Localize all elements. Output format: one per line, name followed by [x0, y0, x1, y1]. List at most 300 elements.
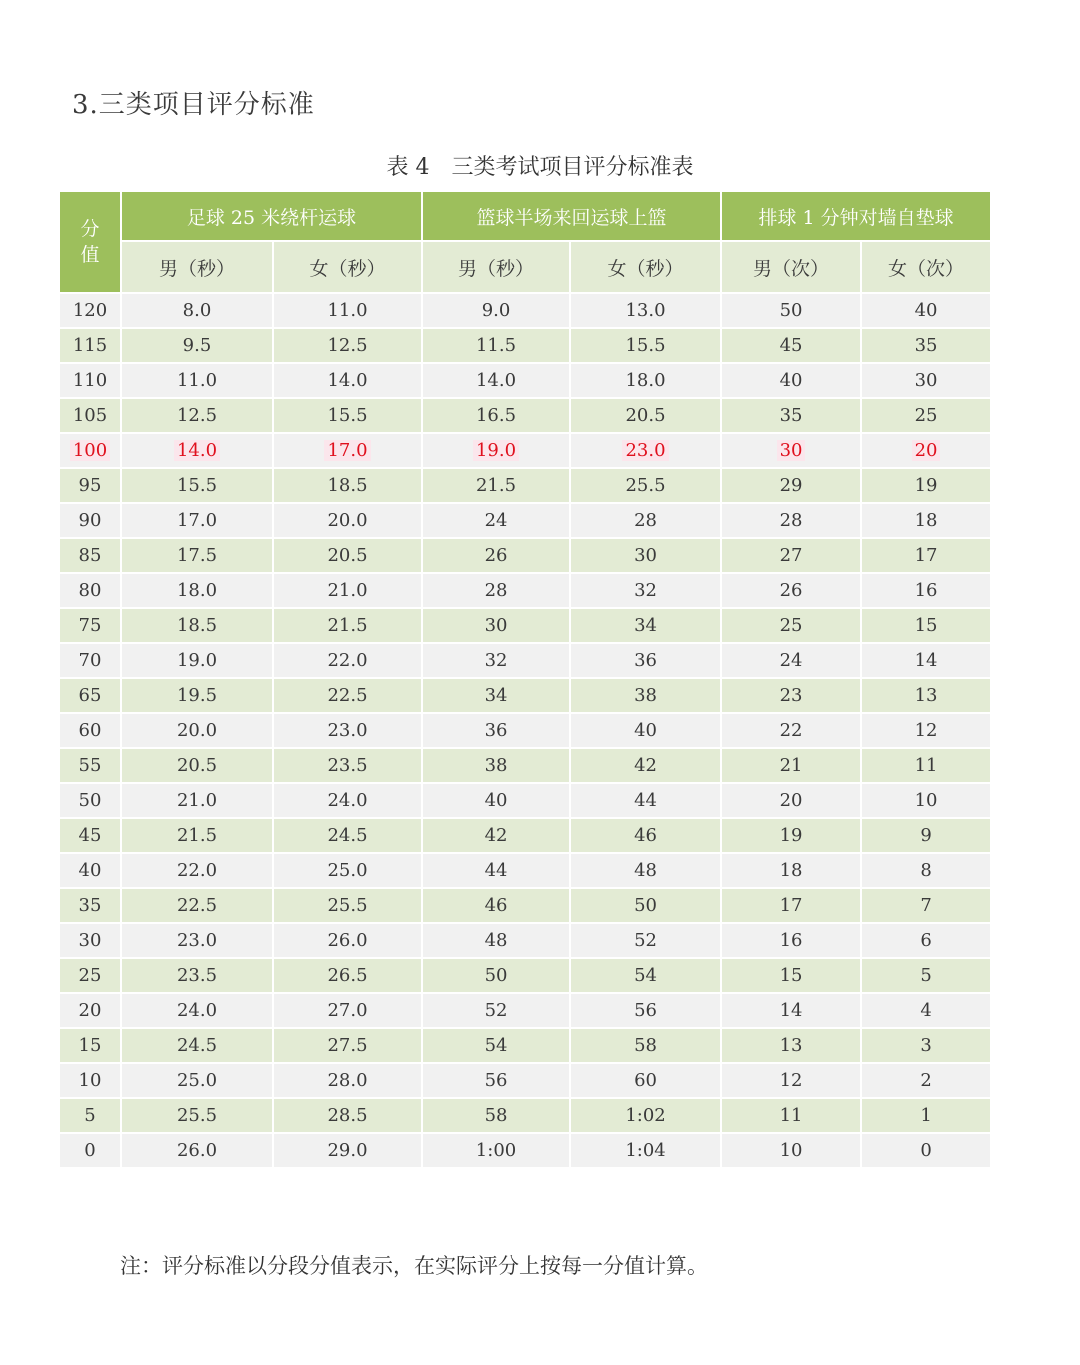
cell-volleyball-female: [861, 468, 991, 503]
cell-volleyball-male: [721, 993, 861, 1028]
cell-football-male: [121, 293, 273, 328]
cell-value: 17.0: [176, 510, 218, 531]
cell-football-female: [273, 363, 422, 398]
cell-volleyball-male: [721, 678, 861, 713]
cell-volleyball-female: [861, 1133, 991, 1168]
cell-value: 7: [920, 895, 932, 916]
cell-football-female: [273, 993, 422, 1028]
cell-basketball-female: [570, 468, 721, 503]
cell-volleyball-male: [721, 818, 861, 853]
cell-value: 18.5: [176, 615, 218, 636]
cell-basketball-female: [570, 328, 721, 363]
cell-value: 30: [484, 615, 508, 636]
table-row: [59, 818, 991, 853]
cell-value: 25.0: [327, 860, 368, 881]
cell-score: [59, 713, 121, 748]
cell-value: 23: [779, 685, 803, 706]
cell-score: [59, 468, 121, 503]
cell-football-male: [121, 538, 273, 573]
cell-volleyball-female: [861, 678, 991, 713]
cell-score: [59, 398, 121, 433]
cell-basketball-male: [422, 538, 570, 573]
cell-basketball-male: [422, 1028, 570, 1063]
cell-football-female: [273, 503, 422, 538]
cell-volleyball-female: [861, 363, 991, 398]
cell-value: 9.5: [182, 335, 212, 356]
cell-value: 0: [84, 1140, 96, 1161]
cell-basketball-male: [422, 713, 570, 748]
cell-value: 15.5: [625, 335, 666, 356]
subheader-basketball-female: 女（秒）: [570, 241, 721, 293]
cell-value: 24.0: [327, 790, 368, 811]
cell-score: [59, 293, 121, 328]
cell-basketball-female: [570, 293, 721, 328]
cell-volleyball-male: [721, 958, 861, 993]
cell-value: 17.5: [176, 545, 218, 566]
cell-value: 11: [779, 1105, 803, 1126]
table-row: [59, 1028, 991, 1063]
cell-value: 56: [634, 1000, 657, 1021]
score-header-label: 分 值: [80, 218, 100, 266]
cell-football-female: [273, 1063, 422, 1098]
cell-football-female: [273, 923, 422, 958]
cell-football-female: [273, 398, 422, 433]
cell-value: 14: [914, 650, 938, 671]
cell-value: 25: [78, 965, 102, 986]
cell-basketball-female: [570, 503, 721, 538]
table-caption: 表 4 三类考试项目评分标准表: [386, 155, 694, 180]
table-row: [59, 503, 991, 538]
cell-volleyball-male: [721, 783, 861, 818]
cell-value: 25.5: [176, 1105, 218, 1126]
cell-value: 75: [78, 615, 102, 636]
cell-value: 13: [914, 685, 938, 706]
cell-value: 40: [634, 720, 657, 741]
cell-volleyball-male: [721, 713, 861, 748]
cell-score: [59, 748, 121, 783]
cell-value: 24: [484, 510, 508, 531]
table-row: [59, 748, 991, 783]
cell-value: 16.5: [475, 405, 517, 426]
cell-volleyball-male: [721, 1063, 861, 1098]
cell-basketball-male: [422, 433, 570, 468]
cell-value: 11.0: [176, 370, 218, 391]
cell-value: 0: [920, 1140, 932, 1161]
cell-basketball-female: [570, 713, 721, 748]
cell-basketball-female: [570, 1098, 721, 1133]
cell-football-male: [121, 608, 273, 643]
cell-football-female: [273, 293, 422, 328]
cell-value: 18: [779, 860, 803, 881]
cell-football-male: [121, 748, 273, 783]
cell-football-female: [273, 678, 422, 713]
cell-basketball-male: [422, 818, 570, 853]
cell-value: 36: [484, 720, 508, 741]
table-row: [59, 783, 991, 818]
cell-score: [59, 783, 121, 818]
cell-football-female: [273, 1133, 422, 1168]
cell-value: 45: [78, 825, 102, 846]
cell-football-male: [121, 328, 273, 363]
cell-football-female: [273, 608, 422, 643]
cell-basketball-male: [422, 503, 570, 538]
cell-value: 3: [920, 1035, 932, 1056]
cell-volleyball-female: [861, 1063, 991, 1098]
cell-volleyball-male: [721, 433, 861, 468]
subheader-volleyball-male: 男（次）: [721, 241, 861, 293]
cell-value: 54: [484, 1035, 508, 1056]
cell-score: [59, 1063, 121, 1098]
table-row: [59, 468, 991, 503]
cell-value: 9: [920, 825, 932, 846]
cell-value: 35: [914, 335, 938, 356]
cell-value: 8.0: [182, 300, 212, 321]
cell-value: 18.5: [327, 475, 368, 496]
cell-football-female: [273, 888, 422, 923]
cell-value: 110: [72, 370, 108, 391]
cell-value: 27.0: [327, 1000, 368, 1021]
cell-football-female: [273, 468, 422, 503]
cell-value: 25: [914, 405, 938, 426]
cell-value: 9.0: [481, 300, 511, 321]
cell-value: 14.0: [174, 440, 220, 461]
cell-volleyball-female: [861, 818, 991, 853]
cell-football-male: [121, 958, 273, 993]
cell-value: 13: [779, 1035, 803, 1056]
cell-value: 15: [78, 1035, 102, 1056]
group-header-football: 足球 25 米绕杆运球: [121, 191, 422, 241]
cell-value: 23.0: [622, 440, 668, 461]
cell-value: 27: [779, 545, 803, 566]
cell-value: 48: [634, 860, 657, 881]
cell-score: [59, 363, 121, 398]
cell-value: 120: [72, 300, 108, 321]
cell-football-female: [273, 783, 422, 818]
cell-value: 50: [779, 300, 803, 321]
cell-value: 24.5: [327, 825, 368, 846]
cell-football-male: [121, 713, 273, 748]
table-row: [59, 328, 991, 363]
cell-value: 28.0: [327, 1070, 368, 1091]
cell-value: 25.5: [625, 475, 666, 496]
cell-value: 58: [484, 1105, 508, 1126]
cell-value: 105: [72, 405, 108, 426]
cell-volleyball-female: [861, 328, 991, 363]
cell-value: 25.5: [327, 895, 368, 916]
cell-value: 21.5: [176, 825, 218, 846]
cell-basketball-male: [422, 608, 570, 643]
cell-volleyball-male: [721, 888, 861, 923]
cell-value: 23.0: [176, 930, 218, 951]
cell-value: 15: [779, 965, 803, 986]
cell-value: 28: [634, 510, 657, 531]
cell-value: 27.5: [327, 1035, 368, 1056]
section-title: 3.三类项目评分标准: [72, 90, 315, 120]
cell-value: 50: [78, 790, 102, 811]
cell-basketball-male: [422, 398, 570, 433]
cell-score: [59, 573, 121, 608]
cell-volleyball-female: [861, 608, 991, 643]
table-row: [59, 398, 991, 433]
cell-value: 12.5: [327, 335, 368, 356]
cell-value: 44: [484, 860, 508, 881]
cell-football-male: [121, 1028, 273, 1063]
cell-value: 14: [779, 1000, 803, 1021]
cell-value: 15.5: [176, 475, 218, 496]
cell-football-male: [121, 1133, 273, 1168]
cell-value: 36: [634, 650, 657, 671]
cell-value: 24: [779, 650, 803, 671]
cell-value: 1: [920, 1105, 932, 1126]
cell-value: 11: [914, 755, 938, 776]
score-column-header: [59, 191, 121, 293]
cell-value: 20: [912, 440, 941, 461]
cell-volleyball-male: [721, 748, 861, 783]
cell-value: 34: [634, 615, 657, 636]
subheader-volleyball-female: 女（次）: [861, 241, 991, 293]
cell-basketball-male: [422, 783, 570, 818]
cell-value: 52: [634, 930, 657, 951]
cell-basketball-male: [422, 328, 570, 363]
cell-value: 24.5: [176, 1035, 218, 1056]
cell-basketball-female: [570, 363, 721, 398]
cell-football-female: [273, 1028, 422, 1063]
cell-value: 46: [484, 895, 508, 916]
cell-value: 28.5: [327, 1105, 368, 1126]
cell-value: 19.5: [176, 685, 218, 706]
cell-football-male: [121, 398, 273, 433]
cell-value: 11.5: [475, 335, 517, 356]
table-row: [59, 363, 991, 398]
cell-football-male: [121, 853, 273, 888]
cell-value: 30: [777, 440, 806, 461]
cell-basketball-female: [570, 958, 721, 993]
cell-volleyball-female: [861, 958, 991, 993]
cell-value: 29: [779, 475, 803, 496]
cell-volleyball-female: [861, 503, 991, 538]
cell-value: 40: [78, 860, 102, 881]
cell-value: 26.5: [327, 965, 368, 986]
table-row: [59, 713, 991, 748]
cell-volleyball-male: [721, 573, 861, 608]
cell-basketball-female: [570, 1133, 721, 1168]
group-header-volleyball: 排球 1 分钟对墙自垫球: [721, 191, 991, 241]
cell-value: 18.0: [625, 370, 666, 391]
cell-basketball-male: [422, 468, 570, 503]
cell-volleyball-male: [721, 468, 861, 503]
cell-basketball-female: [570, 853, 721, 888]
cell-basketball-female: [570, 993, 721, 1028]
cell-value: 10: [78, 1070, 102, 1091]
cell-value: 38: [634, 685, 657, 706]
subheader-football-male: 男（秒）: [121, 241, 273, 293]
cell-volleyball-female: [861, 643, 991, 678]
cell-basketball-female: [570, 678, 721, 713]
cell-volleyball-female: [861, 713, 991, 748]
subheader-football-female: 女（秒）: [273, 241, 422, 293]
cell-volleyball-female: [861, 573, 991, 608]
cell-value: 48: [484, 930, 508, 951]
cell-value: 18.0: [176, 580, 218, 601]
cell-basketball-male: [422, 678, 570, 713]
cell-score: [59, 328, 121, 363]
cell-volleyball-male: [721, 538, 861, 573]
cell-value: 17.0: [324, 440, 370, 461]
cell-value: 95: [78, 475, 102, 496]
cell-football-female: [273, 748, 422, 783]
cell-volleyball-male: [721, 328, 861, 363]
cell-value: 22.0: [176, 860, 218, 881]
cell-value: 17: [914, 545, 938, 566]
cell-volleyball-male: [721, 293, 861, 328]
cell-football-male: [121, 1063, 273, 1098]
cell-value: 11.0: [327, 300, 368, 321]
cell-value: 2: [920, 1070, 932, 1091]
cell-value: 19.0: [176, 650, 218, 671]
cell-value: 12: [914, 720, 938, 741]
cell-value: 1:00: [475, 1140, 517, 1161]
cell-value: 52: [484, 1000, 508, 1021]
cell-football-female: [273, 958, 422, 993]
cell-football-female: [273, 573, 422, 608]
cell-value: 25: [779, 615, 803, 636]
cell-football-male: [121, 993, 273, 1028]
cell-football-female: [273, 818, 422, 853]
cell-value: 28: [484, 580, 508, 601]
cell-basketball-female: [570, 923, 721, 958]
cell-score: [59, 818, 121, 853]
cell-score: [59, 888, 121, 923]
cell-value: 44: [634, 790, 657, 811]
cell-football-male: [121, 678, 273, 713]
footnote: 注：评分标准以分段分值表示，在实际评分上按每一分值计算。: [120, 1254, 708, 1278]
cell-score: [59, 1133, 121, 1168]
cell-value: 16: [779, 930, 803, 951]
cell-value: 29.0: [327, 1140, 368, 1161]
cell-value: 60: [78, 720, 102, 741]
cell-score: [59, 538, 121, 573]
cell-value: 18: [914, 510, 938, 531]
cell-score: [59, 853, 121, 888]
cell-value: 34: [484, 685, 508, 706]
cell-value: 1:04: [625, 1140, 666, 1161]
cell-basketball-male: [422, 1098, 570, 1133]
cell-value: 30: [914, 370, 938, 391]
cell-basketball-male: [422, 573, 570, 608]
cell-football-male: [121, 783, 273, 818]
cell-value: 26: [484, 545, 508, 566]
cell-value: 10: [779, 1140, 803, 1161]
cell-football-female: [273, 433, 422, 468]
cell-value: 16: [914, 580, 938, 601]
cell-basketball-female: [570, 573, 721, 608]
cell-football-male: [121, 643, 273, 678]
cell-value: 15.5: [327, 405, 368, 426]
cell-value: 20.0: [176, 720, 218, 741]
cell-value: 21.0: [176, 790, 218, 811]
cell-value: 19.0: [473, 440, 519, 461]
cell-football-male: [121, 573, 273, 608]
cell-value: 8: [920, 860, 932, 881]
cell-volleyball-male: [721, 643, 861, 678]
cell-football-female: [273, 853, 422, 888]
cell-value: 26.0: [176, 1140, 218, 1161]
cell-value: 32: [634, 580, 657, 601]
subheader-basketball-male: 男（秒）: [422, 241, 570, 293]
cell-value: 46: [634, 825, 657, 846]
cell-basketball-male: [422, 888, 570, 923]
cell-value: 56: [484, 1070, 508, 1091]
cell-volleyball-male: [721, 853, 861, 888]
cell-football-female: [273, 643, 422, 678]
cell-value: 26.0: [327, 930, 368, 951]
cell-value: 35: [779, 405, 803, 426]
cell-football-male: [121, 433, 273, 468]
cell-basketball-male: [422, 293, 570, 328]
cell-value: 58: [634, 1035, 657, 1056]
cell-value: 20.5: [176, 755, 218, 776]
cell-value: 38: [484, 755, 508, 776]
table-row: [59, 853, 991, 888]
cell-value: 17: [779, 895, 803, 916]
cell-basketball-male: [422, 643, 570, 678]
table-row: [59, 433, 991, 468]
cell-score: [59, 1098, 121, 1133]
cell-football-female: [273, 328, 422, 363]
cell-score: [59, 993, 121, 1028]
cell-basketball-female: [570, 538, 721, 573]
cell-value: 14.0: [475, 370, 517, 391]
cell-value: 30: [634, 545, 657, 566]
cell-score: [59, 503, 121, 538]
cell-value: 19: [914, 475, 938, 496]
cell-volleyball-female: [861, 293, 991, 328]
cell-football-male: [121, 363, 273, 398]
table-row: [59, 293, 991, 328]
cell-volleyball-female: [861, 1098, 991, 1133]
cell-value: 22.0: [327, 650, 368, 671]
cell-basketball-female: [570, 433, 721, 468]
cell-volleyball-female: [861, 1028, 991, 1063]
cell-value: 23.0: [327, 720, 368, 741]
cell-value: 40: [914, 300, 938, 321]
table-row: [59, 1098, 991, 1133]
table-row: [59, 538, 991, 573]
cell-value: 32: [484, 650, 508, 671]
cell-football-male: [121, 1098, 273, 1133]
cell-volleyball-female: [861, 748, 991, 783]
table-row: [59, 1133, 991, 1168]
cell-value: 4: [920, 1000, 932, 1021]
cell-value: 65: [78, 685, 102, 706]
cell-football-female: [273, 1098, 422, 1133]
cell-football-male: [121, 468, 273, 503]
cell-value: 19: [779, 825, 803, 846]
cell-volleyball-male: [721, 1098, 861, 1133]
cell-football-male: [121, 818, 273, 853]
group-header-basketball: 篮球半场来回运球上篮: [422, 191, 721, 241]
cell-value: 23.5: [176, 965, 218, 986]
table-row: [59, 1063, 991, 1098]
cell-value: 45: [779, 335, 803, 356]
cell-value: 100: [70, 440, 110, 461]
cell-value: 1:02: [625, 1105, 666, 1126]
cell-value: 35: [78, 895, 102, 916]
cell-value: 15: [914, 615, 938, 636]
cell-value: 25.0: [176, 1070, 218, 1091]
table-row: [59, 573, 991, 608]
cell-volleyball-male: [721, 503, 861, 538]
